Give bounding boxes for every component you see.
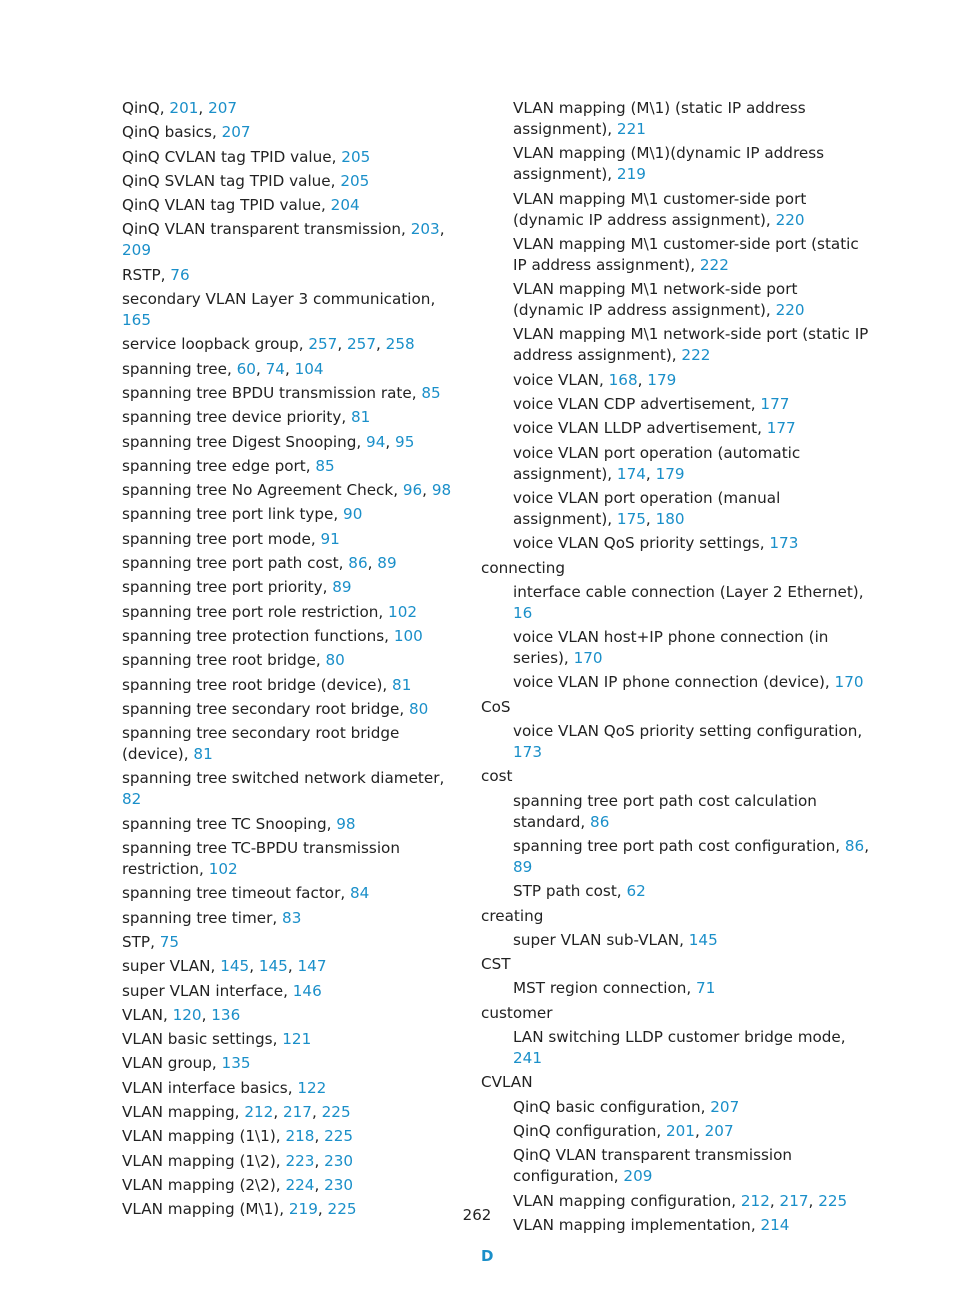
- page-ref-link[interactable]: 241: [513, 1049, 542, 1068]
- page-ref-link[interactable]: 209: [122, 241, 151, 260]
- index-term: voice VLAN: [513, 370, 599, 389]
- index-term: spanning tree port path cost calculation standard: [513, 791, 817, 831]
- page-ref-link[interactable]: 204: [330, 196, 360, 215]
- page-ref-link[interactable]: 217: [779, 1191, 809, 1210]
- page-ref-link[interactable]: 230: [324, 1151, 354, 1170]
- index-entry: VLAN mapping (M\1)(dynamic IP address assignment), 219: [513, 144, 825, 184]
- page-ref-link[interactable]: 207: [704, 1121, 734, 1140]
- page-ref-link[interactable]: 207: [208, 99, 238, 117]
- index-entry: spanning tree root bridge, 80: [122, 651, 345, 670]
- index-term: VLAN group: [122, 1054, 212, 1073]
- page-ref-link[interactable]: 89: [513, 857, 533, 876]
- index-entry: STP path cost, 62: [513, 882, 646, 901]
- index-term: super VLAN: [122, 957, 211, 976]
- index-term: spanning tree protection functions: [122, 626, 385, 645]
- index-right-column: [481, 98, 871, 1267]
- page-ref-link[interactable]: 100: [393, 626, 423, 645]
- index-entry: spanning tree secondary root bridge (device), 81: [122, 724, 400, 764]
- index-term: VLAN: [122, 1005, 163, 1024]
- index-term: voice VLAN port operation (automatic assignment): [513, 443, 801, 483]
- index-entry: QinQ VLAN tag TPID value, 204: [122, 196, 360, 215]
- page-ref-link[interactable]: 225: [818, 1191, 848, 1210]
- index-entry: voice VLAN, 168, 179: [513, 370, 677, 389]
- page-ref-link[interactable]: 165: [122, 311, 151, 330]
- index-term: voice VLAN host+IP phone connection (in series): [513, 628, 829, 668]
- index-entry: VLAN mapping (1\1), 218, 225: [122, 1127, 354, 1146]
- index-entry: VLAN mapping (M\1) (static IP address assignment), 221: [513, 99, 806, 138]
- page-ref-link[interactable]: 136: [211, 1005, 241, 1024]
- page-ref-link[interactable]: 258: [385, 335, 415, 354]
- page-ref-link[interactable]: 75: [159, 932, 180, 951]
- index-entry: voice VLAN CDP advertisement, 177: [513, 395, 790, 414]
- index-entry: VLAN mapping M\1 customer-side port (static IP address assignment), 222: [513, 234, 859, 274]
- page-ref-link[interactable]: 60: [236, 359, 256, 378]
- index-term: QinQ basic configuration: [513, 1097, 701, 1116]
- index-term: voice VLAN port operation (manual assignment): [513, 488, 781, 528]
- page-ref-link[interactable]: 135: [221, 1054, 251, 1073]
- index-term: spanning tree port priority: [122, 578, 323, 597]
- page-ref-link[interactable]: 201: [169, 99, 199, 117]
- index-heading: [481, 766, 871, 787]
- index-heading: [481, 1072, 871, 1093]
- index-term: service loopback group: [122, 335, 299, 354]
- page-ref-link[interactable]: 81: [193, 745, 213, 764]
- index-term: VLAN mapping M\1 customer-side port (dynamic IP address assignment): [513, 189, 807, 229]
- page-ref-link[interactable]: 85: [315, 456, 335, 475]
- index-entry: VLAN mapping (1\2), 223, 230: [122, 1151, 354, 1170]
- index-entry: VLAN mapping (M\1), 219, 225: [122, 1200, 357, 1219]
- index-term: spanning tree TC Snooping: [122, 814, 327, 833]
- index-term: VLAN mapping M\1 network-side port (static IP address assignment): [513, 325, 869, 365]
- index-entry: voice VLAN LLDP advertisement, 177: [513, 419, 796, 438]
- index-entry: spanning tree timer, 83: [122, 908, 302, 927]
- page-ref-link[interactable]: 179: [655, 464, 685, 483]
- index-term: spanning tree timer: [122, 908, 273, 927]
- index-entry: super VLAN interface, 146: [122, 981, 322, 1000]
- index-term: voice VLAN LLDP advertisement: [513, 419, 758, 438]
- page-number: 262: [462, 1206, 492, 1224]
- index-term: spanning tree TC-BPDU transmission restriction: [122, 839, 400, 879]
- index-entry: MST region connection, 71: [513, 979, 716, 998]
- page-ref-link[interactable]: 145: [688, 930, 718, 949]
- page-ref-link[interactable]: 81: [392, 675, 412, 694]
- page-ref-link[interactable]: 203: [410, 220, 440, 239]
- index-term: voice VLAN CDP advertisement: [513, 395, 751, 414]
- index-entry: VLAN mapping implementation, 214: [513, 1215, 790, 1234]
- index-entry: QinQ configuration, 201, 207: [513, 1121, 734, 1140]
- page-ref-link[interactable]: 173: [513, 743, 542, 762]
- page-ref-link[interactable]: 179: [647, 370, 677, 389]
- page-ref-link[interactable]: 98: [336, 814, 356, 833]
- index-term: RSTP: [122, 265, 161, 284]
- index-entry: spanning tree port mode, 91: [122, 529, 340, 548]
- index-entry: VLAN interface basics, 122: [122, 1078, 327, 1097]
- page-ref-link[interactable]: 90: [343, 505, 363, 524]
- index-term: VLAN mapping (M\1)(dynamic IP address assignment): [513, 144, 825, 184]
- index-entry: QinQ SVLAN tag TPID value, 205: [122, 171, 370, 190]
- page-ref-link[interactable]: 174: [616, 464, 646, 483]
- page-ref-link[interactable]: 74: [265, 359, 285, 378]
- page-ref-link[interactable]: 201: [665, 1121, 695, 1140]
- page-ref-link[interactable]: 224: [285, 1175, 315, 1194]
- section-letter[interactable]: D: [481, 1246, 494, 1265]
- index-entry: spanning tree device priority, 81: [122, 408, 371, 427]
- index-entry: VLAN basic settings, 121: [122, 1030, 312, 1049]
- index-entry: voice VLAN QoS priority settings, 173: [513, 534, 799, 553]
- index-term: super VLAN sub-VLAN: [513, 930, 680, 949]
- page-ref-link[interactable]: 230: [324, 1175, 354, 1194]
- page-ref-link[interactable]: 85: [421, 383, 441, 402]
- page-ref-link[interactable]: 180: [655, 509, 685, 528]
- index-entry: spanning tree switched network diameter, 82: [122, 769, 445, 809]
- index-entry: LAN switching LLDP customer bridge mode, 241: [513, 1028, 846, 1068]
- page-ref-link[interactable]: 222: [699, 255, 729, 274]
- index-term: VLAN basic settings: [122, 1030, 273, 1049]
- index-entry: secondary VLAN Layer 3 communication, 165: [122, 290, 436, 330]
- page-ref-link[interactable]: 121: [282, 1030, 312, 1049]
- page-ref-link[interactable]: 145: [220, 957, 250, 976]
- index-entry: spanning tree TC-BPDU transmission restriction, 102: [122, 839, 400, 879]
- index-term: spanning tree port link type: [122, 505, 334, 524]
- index-term: voice VLAN QoS priority setting configuration: [513, 722, 858, 741]
- index-entry: QinQ VLAN transparent transmission configuration, 209: [513, 1146, 793, 1186]
- index-term: STP: [122, 932, 151, 951]
- page-ref-link[interactable]: 86: [348, 554, 368, 573]
- page-ref-link[interactable]: 146: [292, 981, 322, 1000]
- page-ref-link[interactable]: 221: [616, 120, 646, 138]
- page-ref-link[interactable]: 102: [388, 602, 418, 621]
- page-ref-link[interactable]: 207: [710, 1097, 740, 1116]
- index-term: QinQ configuration: [513, 1121, 657, 1140]
- index-entry: spanning tree, 60, 74, 104: [122, 359, 324, 378]
- page-ref-link[interactable]: 170: [834, 673, 864, 692]
- index-entry: spanning tree port path cost, 86, 89: [122, 554, 397, 573]
- index-entry: spanning tree port priority, 89: [122, 578, 352, 597]
- index-term: spanning tree timeout factor: [122, 884, 341, 903]
- index-term: spanning tree port path cost configuration: [513, 836, 836, 855]
- index-entry: QinQ, 201, 207: [122, 99, 238, 117]
- page-ref-link[interactable]: 223: [285, 1151, 315, 1170]
- index-entry: STP, 75: [122, 932, 180, 951]
- page-ref-link[interactable]: 219: [616, 165, 646, 184]
- index-term: LAN switching LLDP customer bridge mode: [513, 1028, 841, 1047]
- index-term: spanning tree port role restriction: [122, 602, 379, 621]
- index-entry: VLAN mapping M\1 network-side port (static IP address assignment), 222: [513, 325, 869, 365]
- index-entry: spanning tree BPDU transmission rate, 85: [122, 383, 441, 402]
- page-ref-link[interactable]: 89: [377, 554, 397, 573]
- page-ref-link[interactable]: 104: [294, 359, 324, 378]
- index-term: voice VLAN QoS priority settings: [513, 534, 760, 553]
- index-entry: voice VLAN host+IP phone connection (in series), 170: [513, 628, 829, 668]
- index-term: QinQ VLAN transparent transmission: [122, 220, 402, 239]
- index-entry: VLAN mapping M\1 network-side port (dynamic IP address assignment), 220: [513, 280, 805, 320]
- page-ref-link[interactable]: 120: [172, 1005, 202, 1024]
- index-term: CoS: [481, 697, 511, 716]
- index-heading: [481, 954, 871, 975]
- page-ref-link[interactable]: 81: [350, 408, 371, 427]
- page-ref-link[interactable]: 71: [696, 979, 716, 998]
- index-heading: [481, 697, 871, 718]
- index-term: QinQ SVLAN tag TPID value: [122, 171, 331, 190]
- index-term: cost: [481, 767, 513, 786]
- index-term: VLAN mapping implementation: [513, 1215, 751, 1234]
- page-ref-link[interactable]: 225: [321, 1102, 351, 1121]
- page-ref-link[interactable]: 98: [431, 481, 452, 500]
- index-term: customer: [481, 1003, 553, 1022]
- index-left-column: [122, 98, 462, 1223]
- index-term: creating: [481, 906, 544, 925]
- index-entry: spanning tree Digest Snooping, 94, 95: [122, 432, 415, 451]
- page-ref-link[interactable]: 102: [208, 860, 238, 879]
- index-entry: voice VLAN port operation (automatic assignment), 174, 179: [513, 443, 801, 483]
- index-term: VLAN mapping M\1 network-side port (dynamic IP address assignment): [513, 280, 798, 320]
- page-ref-link[interactable]: 62: [626, 882, 646, 901]
- page-ref-link[interactable]: 76: [170, 265, 190, 284]
- page-ref-link[interactable]: 218: [285, 1127, 315, 1146]
- index-entry: VLAN mapping, 212, 217, 225: [122, 1102, 351, 1121]
- index-term: spanning tree port path cost: [122, 554, 339, 573]
- index-entry: voice VLAN QoS priority setting configuration, 173: [513, 722, 863, 762]
- index-entry: spanning tree root bridge (device), 81: [122, 675, 412, 694]
- page-ref-link[interactable]: 80: [409, 699, 429, 718]
- index-entry: spanning tree port role restriction, 102: [122, 602, 418, 621]
- index-term: voice VLAN IP phone connection (device): [513, 673, 825, 692]
- index-term: VLAN mapping (M\1): [122, 1200, 280, 1219]
- index-entry: voice VLAN IP phone connection (device), 170: [513, 673, 864, 692]
- page-ref-link[interactable]: 122: [297, 1078, 327, 1097]
- index-term: QinQ CVLAN tag TPID value: [122, 147, 332, 166]
- index-term: spanning tree switched network diameter: [122, 769, 440, 788]
- page-ref-link[interactable]: 217: [282, 1102, 312, 1121]
- page-ref-link[interactable]: 177: [760, 395, 790, 414]
- page-ref-link[interactable]: 209: [623, 1167, 653, 1186]
- index-term: spanning tree root bridge (device): [122, 675, 383, 694]
- index-heading: [481, 1003, 871, 1024]
- index-term: spanning tree Digest Snooping: [122, 432, 357, 451]
- index-entry: service loopback group, 257, 257, 258: [122, 335, 415, 354]
- index-term: QinQ basics: [122, 123, 212, 142]
- index-term: VLAN mapping M\1 customer-side port (static IP address assignment): [513, 234, 859, 274]
- index-entry: QinQ VLAN transparent transmission, 203, 209: [122, 220, 445, 260]
- index-entry: super VLAN, 145, 145, 147: [122, 957, 327, 976]
- index-term: spanning tree port mode: [122, 529, 311, 548]
- index-entry: QinQ basic configuration, 207: [513, 1097, 740, 1116]
- page-ref-link[interactable]: 82: [122, 790, 142, 809]
- page-ref-link[interactable]: 212: [244, 1102, 274, 1121]
- index-entry: VLAN, 120, 136: [122, 1005, 241, 1024]
- index-entry: QinQ basics, 207: [122, 123, 251, 142]
- index-entry: spanning tree protection functions, 100: [122, 626, 423, 645]
- page-ref-link[interactable]: 175: [616, 509, 646, 528]
- index-term: VLAN mapping (1\1): [122, 1127, 276, 1146]
- index-term: VLAN mapping: [122, 1102, 235, 1121]
- index-entry: QinQ CVLAN tag TPID value, 205: [122, 147, 371, 166]
- page-ref-link[interactable]: 225: [324, 1127, 354, 1146]
- index-entry: spanning tree port path cost calculation standard, 86: [513, 791, 817, 831]
- page-ref-link[interactable]: 222: [681, 346, 711, 365]
- index-entry: spanning tree port link type, 90: [122, 505, 363, 524]
- index-term: spanning tree root bridge: [122, 651, 316, 670]
- page-ref-link[interactable]: 96: [402, 481, 423, 500]
- page-ref-link[interactable]: 91: [320, 529, 340, 548]
- index-term: spanning tree edge port: [122, 456, 306, 475]
- page-ref-link[interactable]: 220: [775, 210, 805, 229]
- page-ref-link[interactable]: 86: [590, 812, 610, 831]
- index-term: secondary VLAN Layer 3 communication: [122, 290, 431, 309]
- index-entry: spanning tree TC Snooping, 98: [122, 814, 356, 833]
- page-ref-link[interactable]: 220: [775, 301, 805, 320]
- index-entry: spanning tree secondary root bridge, 80: [122, 699, 429, 718]
- page-ref-link[interactable]: 80: [325, 651, 345, 670]
- index-entry: voice VLAN port operation (manual assignment), 175, 180: [513, 488, 781, 528]
- index-term: spanning tree No Agreement Check: [122, 481, 394, 500]
- page-ref-link[interactable]: 94: [366, 432, 386, 451]
- index-entry: VLAN mapping (2\2), 224, 230: [122, 1175, 354, 1194]
- index-entry: spanning tree timeout factor, 84: [122, 884, 370, 903]
- index-term: VLAN mapping (M\1) (static IP address assignment): [513, 99, 806, 138]
- page-ref-link[interactable]: 147: [297, 957, 327, 976]
- index-entry: VLAN mapping configuration, 212, 217, 225: [513, 1191, 848, 1210]
- page-ref-link[interactable]: 89: [332, 578, 352, 597]
- index-term: QinQ VLAN transparent transmission configuration: [513, 1146, 793, 1186]
- page-ref-link[interactable]: 173: [769, 534, 799, 553]
- page-ref-link[interactable]: 205: [340, 171, 370, 190]
- page-ref-link[interactable]: 205: [341, 147, 371, 166]
- page-ref-link[interactable]: 214: [760, 1215, 790, 1234]
- index-term: connecting: [481, 558, 566, 577]
- index-term: QinQ VLAN tag TPID value: [122, 196, 322, 215]
- index-entry: interface cable connection (Layer 2 Ethernet), 16: [513, 582, 864, 622]
- page-ref-link[interactable]: 168: [608, 370, 638, 389]
- index-term: spanning tree secondary root bridge (device): [122, 724, 400, 764]
- page-ref-link[interactable]: 177: [766, 419, 796, 438]
- index-term: VLAN mapping (1\2): [122, 1151, 276, 1170]
- page-ref-link[interactable]: 86: [844, 836, 865, 855]
- index-term: STP path cost: [513, 882, 617, 901]
- index-entry: RSTP, 76: [122, 265, 190, 284]
- page-ref-link[interactable]: 84: [349, 884, 370, 903]
- index-term: VLAN mapping configuration: [513, 1191, 732, 1210]
- page-ref-link[interactable]: 95: [395, 432, 415, 451]
- index-entry: spanning tree edge port, 85: [122, 456, 335, 475]
- page-ref-link[interactable]: 170: [573, 649, 603, 668]
- index-term: VLAN interface basics: [122, 1078, 288, 1097]
- index-entry: spanning tree port path cost configuration, 86, 89: [513, 836, 870, 876]
- page-ref-link[interactable]: 225: [327, 1200, 357, 1219]
- index-term: QinQ: [122, 99, 160, 117]
- index-term: CST: [481, 955, 511, 974]
- index-term: spanning tree secondary root bridge: [122, 699, 400, 718]
- index-entry: VLAN group, 135: [122, 1054, 251, 1073]
- index-heading: [481, 558, 871, 579]
- page-ref-link[interactable]: 207: [221, 123, 251, 142]
- index-heading: [481, 906, 871, 927]
- page-ref-link[interactable]: 83: [282, 908, 302, 927]
- page-ref-link[interactable]: 257: [308, 335, 338, 354]
- index-entry: VLAN mapping M\1 customer-side port (dynamic IP address assignment), 220: [513, 189, 807, 229]
- index-term: CVLAN: [481, 1073, 533, 1092]
- index-term: VLAN mapping (2\2): [122, 1175, 276, 1194]
- index-term: spanning tree BPDU transmission rate: [122, 383, 412, 402]
- index-term: spanning tree device priority: [122, 408, 342, 427]
- page-ref-link[interactable]: 257: [347, 335, 377, 354]
- index-term: MST region connection: [513, 979, 687, 998]
- page-ref-link[interactable]: 212: [740, 1191, 770, 1210]
- index-entry: super VLAN sub-VLAN, 145: [513, 930, 718, 949]
- index-entry: spanning tree No Agreement Check, 96, 98: [122, 481, 452, 500]
- page-ref-link[interactable]: 16: [513, 603, 533, 622]
- index-term: spanning tree: [122, 359, 227, 378]
- page-ref-link[interactable]: 219: [288, 1200, 318, 1219]
- page-ref-link[interactable]: 145: [258, 957, 288, 976]
- index-term: super VLAN interface: [122, 981, 284, 1000]
- index-term: interface cable connection (Layer 2 Ethernet): [513, 582, 859, 601]
